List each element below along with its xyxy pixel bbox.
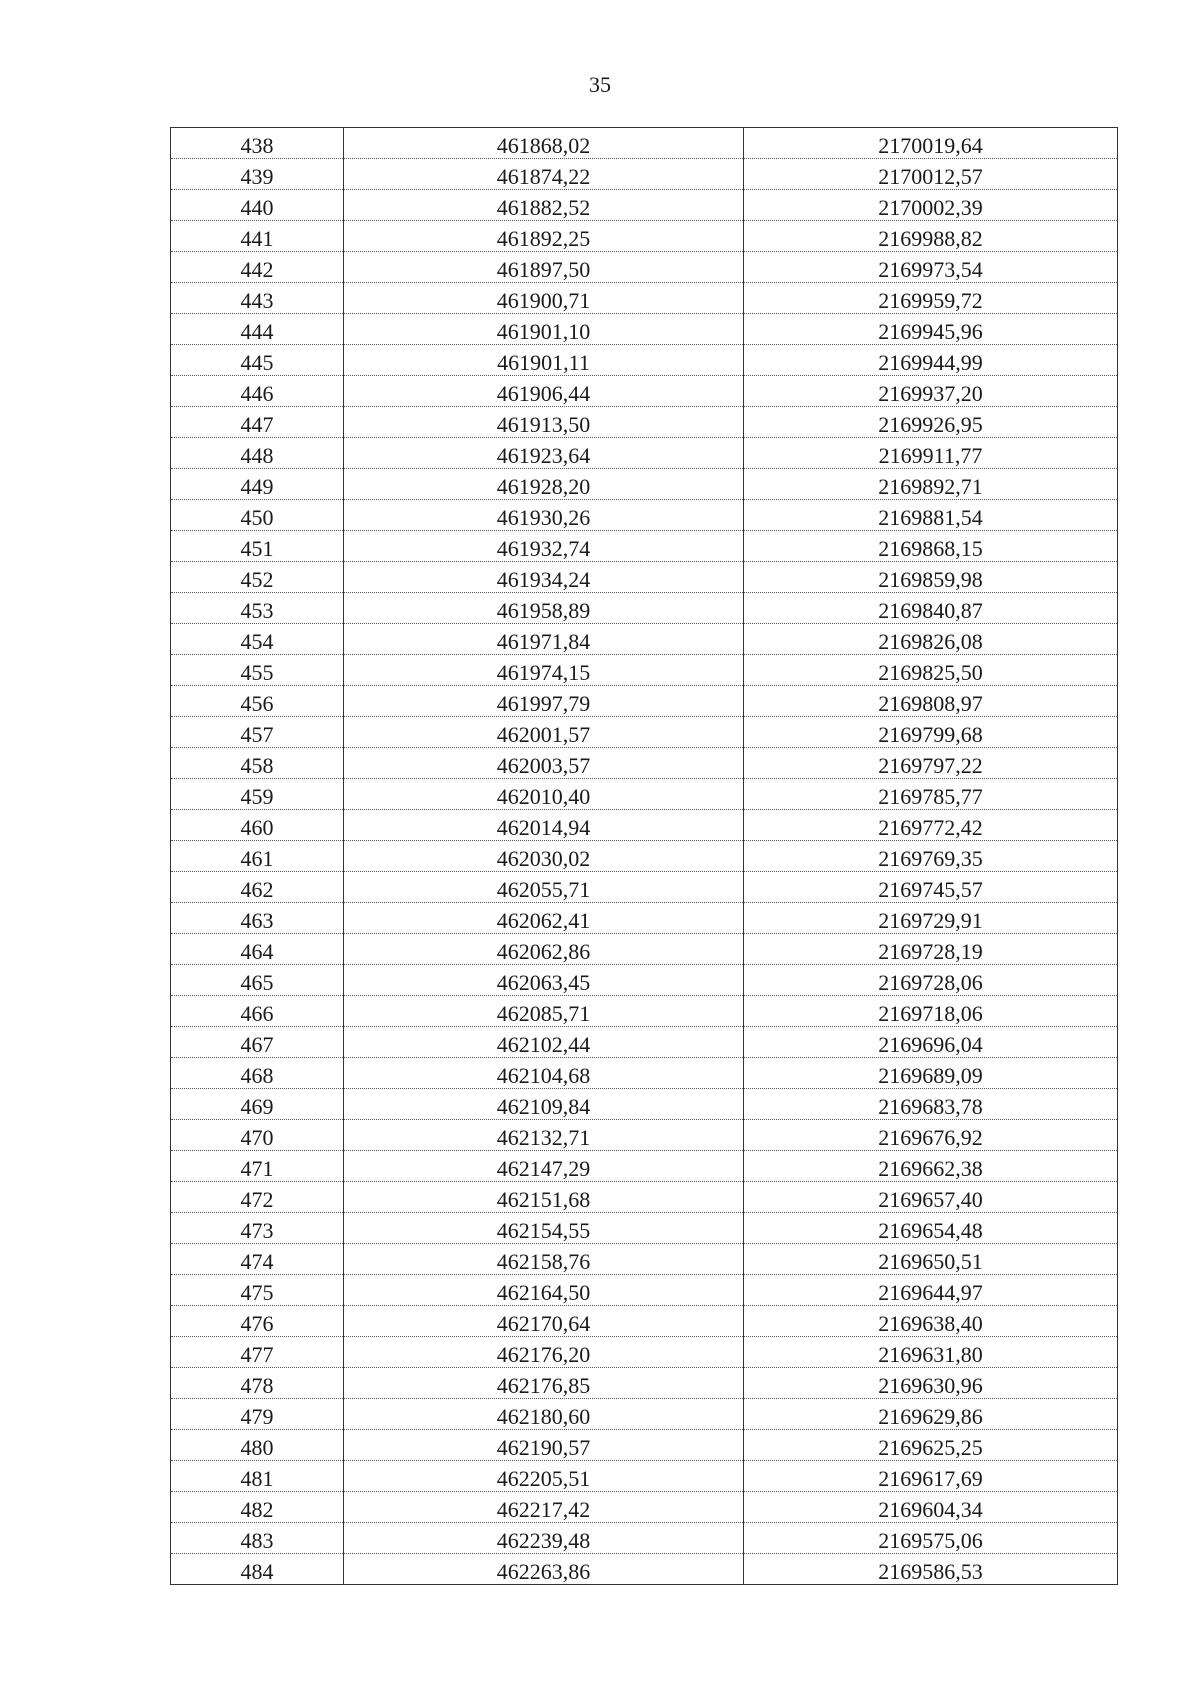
x-coordinate-cell: 461958,89 bbox=[344, 593, 744, 624]
y-coordinate-cell: 2169769,35 bbox=[744, 841, 1118, 872]
y-coordinate-cell: 2170019,64 bbox=[744, 128, 1118, 159]
x-coordinate-cell: 462055,71 bbox=[344, 872, 744, 903]
point-number-cell: 463 bbox=[171, 903, 344, 934]
point-number-cell: 484 bbox=[171, 1554, 344, 1585]
point-number-cell: 443 bbox=[171, 283, 344, 314]
table-row bbox=[171, 159, 1118, 190]
y-coordinate-cell: 2169657,40 bbox=[744, 1182, 1118, 1213]
point-number-cell: 474 bbox=[171, 1244, 344, 1275]
table-row bbox=[171, 376, 1118, 407]
x-coordinate-cell: 461874,22 bbox=[344, 159, 744, 190]
point-number-cell: 476 bbox=[171, 1306, 344, 1337]
y-coordinate-cell: 2169973,54 bbox=[744, 252, 1118, 283]
y-coordinate-cell: 2169840,87 bbox=[744, 593, 1118, 624]
point-number-cell: 462 bbox=[171, 872, 344, 903]
y-coordinate-cell: 2169892,71 bbox=[744, 469, 1118, 500]
y-coordinate-cell: 2169797,22 bbox=[744, 748, 1118, 779]
table-row bbox=[171, 283, 1118, 314]
table-row bbox=[171, 1089, 1118, 1120]
y-coordinate-cell: 2169630,96 bbox=[744, 1368, 1118, 1399]
y-coordinate-cell: 2169937,20 bbox=[744, 376, 1118, 407]
y-coordinate-cell: 2170002,39 bbox=[744, 190, 1118, 221]
x-coordinate-cell: 462176,20 bbox=[344, 1337, 744, 1368]
x-coordinate-cell: 461882,52 bbox=[344, 190, 744, 221]
y-coordinate-cell: 2170012,57 bbox=[744, 159, 1118, 190]
table-row bbox=[171, 1244, 1118, 1275]
y-coordinate-cell: 2169662,38 bbox=[744, 1151, 1118, 1182]
point-number-cell: 472 bbox=[171, 1182, 344, 1213]
table-row bbox=[171, 686, 1118, 717]
x-coordinate-cell: 462003,57 bbox=[344, 748, 744, 779]
table-row bbox=[171, 1306, 1118, 1337]
table-row bbox=[171, 1554, 1118, 1585]
table-row bbox=[171, 531, 1118, 562]
x-coordinate-cell: 462014,94 bbox=[344, 810, 744, 841]
point-number-cell: 470 bbox=[171, 1120, 344, 1151]
y-coordinate-cell: 2169575,06 bbox=[744, 1523, 1118, 1554]
table-row bbox=[171, 872, 1118, 903]
x-coordinate-cell: 462063,45 bbox=[344, 965, 744, 996]
table-row bbox=[171, 1399, 1118, 1430]
point-number-cell: 446 bbox=[171, 376, 344, 407]
x-coordinate-cell: 461901,11 bbox=[344, 345, 744, 376]
x-coordinate-cell: 462147,29 bbox=[344, 1151, 744, 1182]
x-coordinate-cell: 462109,84 bbox=[344, 1089, 744, 1120]
point-number-cell: 468 bbox=[171, 1058, 344, 1089]
y-coordinate-cell: 2169718,06 bbox=[744, 996, 1118, 1027]
x-coordinate-cell: 462154,55 bbox=[344, 1213, 744, 1244]
y-coordinate-cell: 2169625,25 bbox=[744, 1430, 1118, 1461]
table-row bbox=[171, 934, 1118, 965]
y-coordinate-cell: 2169728,06 bbox=[744, 965, 1118, 996]
table-row bbox=[171, 1027, 1118, 1058]
point-number-cell: 473 bbox=[171, 1213, 344, 1244]
table-row bbox=[171, 128, 1118, 159]
x-coordinate-cell: 462085,71 bbox=[344, 996, 744, 1027]
table-row bbox=[171, 717, 1118, 748]
y-coordinate-cell: 2169644,97 bbox=[744, 1275, 1118, 1306]
point-number-cell: 459 bbox=[171, 779, 344, 810]
table-row bbox=[171, 1337, 1118, 1368]
point-number-cell: 478 bbox=[171, 1368, 344, 1399]
x-coordinate-cell: 461971,84 bbox=[344, 624, 744, 655]
y-coordinate-cell: 2169638,40 bbox=[744, 1306, 1118, 1337]
point-number-cell: 454 bbox=[171, 624, 344, 655]
point-number-cell: 469 bbox=[171, 1089, 344, 1120]
point-number-cell: 439 bbox=[171, 159, 344, 190]
point-number-cell: 452 bbox=[171, 562, 344, 593]
x-coordinate-cell: 461997,79 bbox=[344, 686, 744, 717]
point-number-cell: 449 bbox=[171, 469, 344, 500]
x-coordinate-cell: 461900,71 bbox=[344, 283, 744, 314]
point-number-cell: 483 bbox=[171, 1523, 344, 1554]
point-number-cell: 447 bbox=[171, 407, 344, 438]
table-row bbox=[171, 1430, 1118, 1461]
x-coordinate-cell: 461906,44 bbox=[344, 376, 744, 407]
x-coordinate-cell: 462180,60 bbox=[344, 1399, 744, 1430]
point-number-cell: 471 bbox=[171, 1151, 344, 1182]
y-coordinate-cell: 2169728,19 bbox=[744, 934, 1118, 965]
point-number-cell: 448 bbox=[171, 438, 344, 469]
x-coordinate-cell: 462263,86 bbox=[344, 1554, 744, 1585]
table-row bbox=[171, 438, 1118, 469]
table-row bbox=[171, 252, 1118, 283]
table-row bbox=[171, 841, 1118, 872]
x-coordinate-cell: 461923,64 bbox=[344, 438, 744, 469]
x-coordinate-cell: 461868,02 bbox=[344, 128, 744, 159]
x-coordinate-cell: 462217,42 bbox=[344, 1492, 744, 1523]
x-coordinate-cell: 461892,25 bbox=[344, 221, 744, 252]
point-number-cell: 442 bbox=[171, 252, 344, 283]
x-coordinate-cell: 461897,50 bbox=[344, 252, 744, 283]
x-coordinate-cell: 461932,74 bbox=[344, 531, 744, 562]
x-coordinate-cell: 462176,85 bbox=[344, 1368, 744, 1399]
point-number-cell: 466 bbox=[171, 996, 344, 1027]
y-coordinate-cell: 2169945,96 bbox=[744, 314, 1118, 345]
x-coordinate-cell: 461974,15 bbox=[344, 655, 744, 686]
table-row bbox=[171, 903, 1118, 934]
point-number-cell: 438 bbox=[171, 128, 344, 159]
y-coordinate-cell: 2169683,78 bbox=[744, 1089, 1118, 1120]
table-row bbox=[171, 345, 1118, 376]
table-row bbox=[171, 810, 1118, 841]
point-number-cell: 477 bbox=[171, 1337, 344, 1368]
x-coordinate-cell: 462001,57 bbox=[344, 717, 744, 748]
y-coordinate-cell: 2169988,82 bbox=[744, 221, 1118, 252]
table-row bbox=[171, 1523, 1118, 1554]
table-row bbox=[171, 562, 1118, 593]
x-coordinate-cell: 461930,26 bbox=[344, 500, 744, 531]
table-row bbox=[171, 1182, 1118, 1213]
table-row bbox=[171, 655, 1118, 686]
point-number-cell: 467 bbox=[171, 1027, 344, 1058]
y-coordinate-cell: 2169689,09 bbox=[744, 1058, 1118, 1089]
x-coordinate-cell: 461913,50 bbox=[344, 407, 744, 438]
y-coordinate-cell: 2169629,86 bbox=[744, 1399, 1118, 1430]
point-number-cell: 481 bbox=[171, 1461, 344, 1492]
y-coordinate-cell: 2169785,77 bbox=[744, 779, 1118, 810]
table-row bbox=[171, 593, 1118, 624]
point-number-cell: 458 bbox=[171, 748, 344, 779]
y-coordinate-cell: 2169825,50 bbox=[744, 655, 1118, 686]
y-coordinate-cell: 2169868,15 bbox=[744, 531, 1118, 562]
x-coordinate-cell: 461934,24 bbox=[344, 562, 744, 593]
table-row bbox=[171, 624, 1118, 655]
coordinates-table bbox=[170, 127, 1118, 1585]
point-number-cell: 460 bbox=[171, 810, 344, 841]
y-coordinate-cell: 2169654,48 bbox=[744, 1213, 1118, 1244]
y-coordinate-cell: 2169799,68 bbox=[744, 717, 1118, 748]
point-number-cell: 482 bbox=[171, 1492, 344, 1523]
y-coordinate-cell: 2169696,04 bbox=[744, 1027, 1118, 1058]
x-coordinate-cell: 462170,64 bbox=[344, 1306, 744, 1337]
x-coordinate-cell: 462010,40 bbox=[344, 779, 744, 810]
point-number-cell: 451 bbox=[171, 531, 344, 562]
x-coordinate-cell: 462062,41 bbox=[344, 903, 744, 934]
table-row bbox=[171, 779, 1118, 810]
point-number-cell: 445 bbox=[171, 345, 344, 376]
x-coordinate-cell: 462190,57 bbox=[344, 1430, 744, 1461]
table-row bbox=[171, 407, 1118, 438]
x-coordinate-cell: 462102,44 bbox=[344, 1027, 744, 1058]
y-coordinate-cell: 2169808,97 bbox=[744, 686, 1118, 717]
table-row bbox=[171, 748, 1118, 779]
table-row bbox=[171, 1213, 1118, 1244]
y-coordinate-cell: 2169586,53 bbox=[744, 1554, 1118, 1585]
x-coordinate-cell: 462158,76 bbox=[344, 1244, 744, 1275]
y-coordinate-cell: 2169631,80 bbox=[744, 1337, 1118, 1368]
y-coordinate-cell: 2169881,54 bbox=[744, 500, 1118, 531]
point-number-cell: 450 bbox=[171, 500, 344, 531]
x-coordinate-cell: 462164,50 bbox=[344, 1275, 744, 1306]
y-coordinate-cell: 2169926,95 bbox=[744, 407, 1118, 438]
x-coordinate-cell: 462030,02 bbox=[344, 841, 744, 872]
table-row bbox=[171, 1275, 1118, 1306]
y-coordinate-cell: 2169826,08 bbox=[744, 624, 1118, 655]
point-number-cell: 455 bbox=[171, 655, 344, 686]
table-row bbox=[171, 314, 1118, 345]
table-row bbox=[171, 221, 1118, 252]
x-coordinate-cell: 462104,68 bbox=[344, 1058, 744, 1089]
table-row bbox=[171, 1058, 1118, 1089]
table-row bbox=[171, 469, 1118, 500]
table-row bbox=[171, 500, 1118, 531]
table-row bbox=[171, 1120, 1118, 1151]
x-coordinate-cell: 461901,10 bbox=[344, 314, 744, 345]
x-coordinate-cell: 462205,51 bbox=[344, 1461, 744, 1492]
x-coordinate-cell: 462132,71 bbox=[344, 1120, 744, 1151]
point-number-cell: 453 bbox=[171, 593, 344, 624]
y-coordinate-cell: 2169650,51 bbox=[744, 1244, 1118, 1275]
point-number-cell: 465 bbox=[171, 965, 344, 996]
y-coordinate-cell: 2169676,92 bbox=[744, 1120, 1118, 1151]
x-coordinate-cell: 462062,86 bbox=[344, 934, 744, 965]
y-coordinate-cell: 2169772,42 bbox=[744, 810, 1118, 841]
y-coordinate-cell: 2169729,91 bbox=[744, 903, 1118, 934]
x-coordinate-cell: 461928,20 bbox=[344, 469, 744, 500]
y-coordinate-cell: 2169959,72 bbox=[744, 283, 1118, 314]
point-number-cell: 480 bbox=[171, 1430, 344, 1461]
y-coordinate-cell: 2169745,57 bbox=[744, 872, 1118, 903]
page-number: 35 bbox=[589, 72, 611, 97]
table-row bbox=[171, 190, 1118, 221]
table-row bbox=[171, 1492, 1118, 1523]
coordinates-table-body bbox=[171, 128, 1118, 1585]
point-number-cell: 444 bbox=[171, 314, 344, 345]
point-number-cell: 440 bbox=[171, 190, 344, 221]
point-number-cell: 464 bbox=[171, 934, 344, 965]
y-coordinate-cell: 2169604,34 bbox=[744, 1492, 1118, 1523]
point-number-cell: 456 bbox=[171, 686, 344, 717]
x-coordinate-cell: 462151,68 bbox=[344, 1182, 744, 1213]
point-number-cell: 441 bbox=[171, 221, 344, 252]
point-number-cell: 457 bbox=[171, 717, 344, 748]
y-coordinate-cell: 2169911,77 bbox=[744, 438, 1118, 469]
y-coordinate-cell: 2169859,98 bbox=[744, 562, 1118, 593]
y-coordinate-cell: 2169944,99 bbox=[744, 345, 1118, 376]
table-row bbox=[171, 965, 1118, 996]
table-row bbox=[171, 1461, 1118, 1492]
y-coordinate-cell: 2169617,69 bbox=[744, 1461, 1118, 1492]
table-row bbox=[171, 996, 1118, 1027]
point-number-cell: 479 bbox=[171, 1399, 344, 1430]
table-row bbox=[171, 1151, 1118, 1182]
table-row bbox=[171, 1368, 1118, 1399]
point-number-cell: 475 bbox=[171, 1275, 344, 1306]
x-coordinate-cell: 462239,48 bbox=[344, 1523, 744, 1554]
point-number-cell: 461 bbox=[171, 841, 344, 872]
